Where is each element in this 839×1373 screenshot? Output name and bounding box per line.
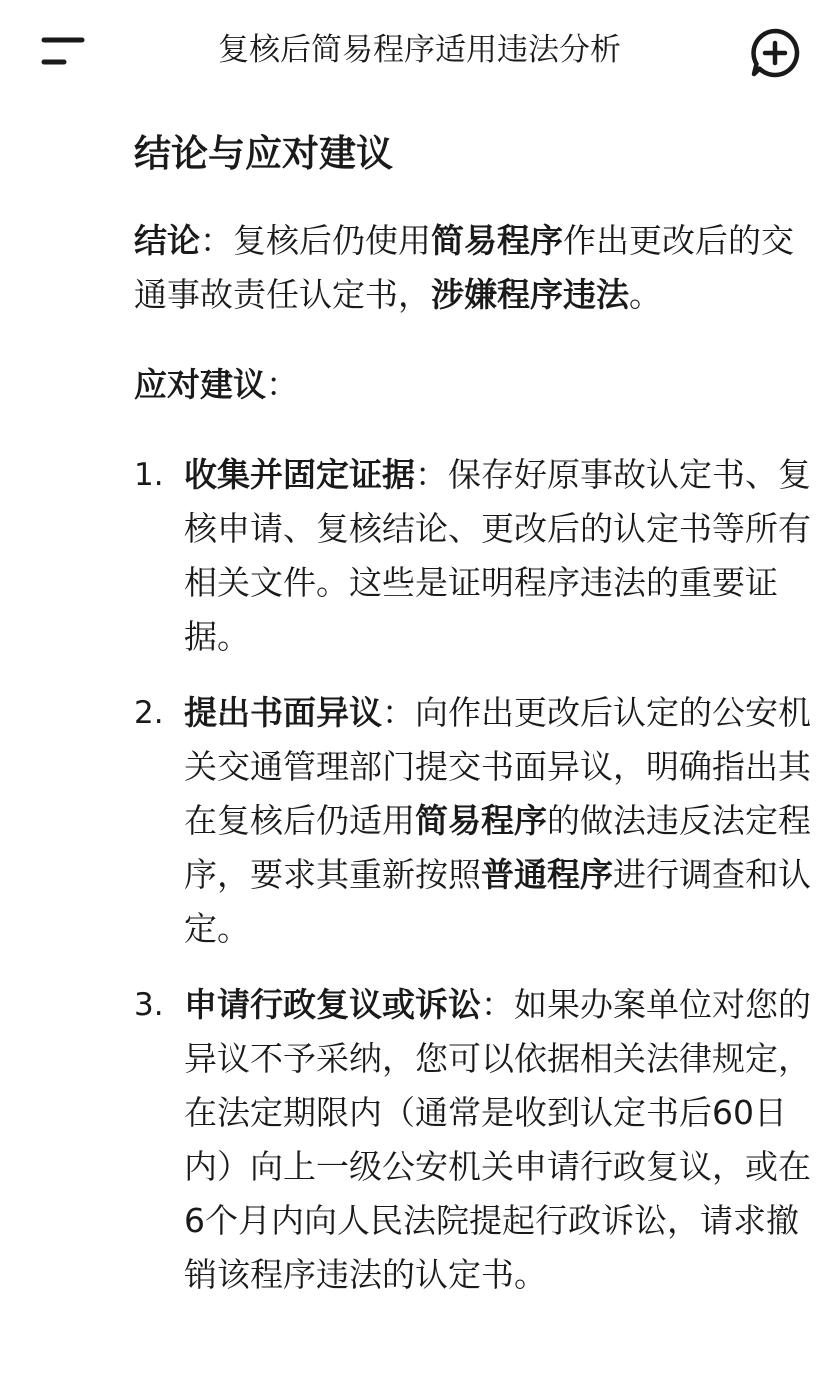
- message-content: [134, 124, 814, 1324]
- colon: ：: [200, 221, 233, 260]
- list-item: [134, 978, 814, 1302]
- text: 向作出更改后认定的公安机关交通管理部门提交书面异议，明确指出其在复核后仍适用: [184, 693, 811, 840]
- bold-text: 普通程序: [481, 855, 613, 894]
- section-heading: 结论与应对建议: [134, 132, 393, 175]
- conclusion-label: 结论: [134, 221, 200, 260]
- item-lead: 提出书面异议: [184, 693, 382, 732]
- advice-list: [134, 448, 814, 1302]
- list-number: 2.: [134, 695, 164, 731]
- top-bar: [0, 0, 839, 100]
- bold-text: 简易程序: [415, 801, 547, 840]
- list-item-text: [184, 978, 814, 1302]
- text: 如果办案单位对您的异议不予采纳，您可以依据相关法律规定，在法定期限内（通常是收到认定书后60日内）向上一级公安机关申请行政复议，或在6个月内向人民法院提起行政诉讼，请求撤销该程序违法的认定书。: [184, 985, 811, 1294]
- text: 保存好原事故认定书、复核申请、复核结论、更改后的认定书等所有相关文件。这些是证明程序违法的重要证据。: [184, 455, 811, 656]
- list-item: [134, 686, 814, 956]
- advice-label: [134, 358, 814, 412]
- list-item: [134, 448, 814, 664]
- menu-button[interactable]: [36, 30, 90, 74]
- text: 复核后仍使用: [233, 221, 431, 260]
- menu-icon: [36, 30, 90, 74]
- item-lead: 收集并固定证据: [184, 455, 415, 494]
- list-item-text: [184, 448, 814, 664]
- advice-label-text: 应对建议: [134, 365, 266, 404]
- colon: ：: [382, 693, 415, 732]
- text: 。: [629, 275, 662, 314]
- colon: ：: [481, 985, 514, 1024]
- item-lead: 申请行政复议或诉讼: [184, 985, 481, 1024]
- bold-text: 简易程序: [431, 221, 563, 260]
- colon: ：: [415, 455, 448, 494]
- list-item-text: [184, 686, 814, 956]
- list-number: 1.: [134, 457, 164, 493]
- text: 进行调查和认定。: [184, 855, 811, 948]
- new-chat-icon: [748, 26, 802, 80]
- list-number: 3.: [134, 987, 164, 1023]
- colon: ：: [266, 365, 299, 404]
- text: 作出更改后的交通事故责任认定书，: [134, 221, 794, 314]
- text: 的做法违反法定程序，要求其重新按照: [184, 801, 811, 894]
- conclusion-paragraph: [134, 214, 814, 322]
- bold-text: 涉嫌程序违法: [431, 275, 629, 314]
- new-chat-button[interactable]: [748, 26, 802, 80]
- page-title: 复核后简易程序适用违法分析: [218, 32, 621, 68]
